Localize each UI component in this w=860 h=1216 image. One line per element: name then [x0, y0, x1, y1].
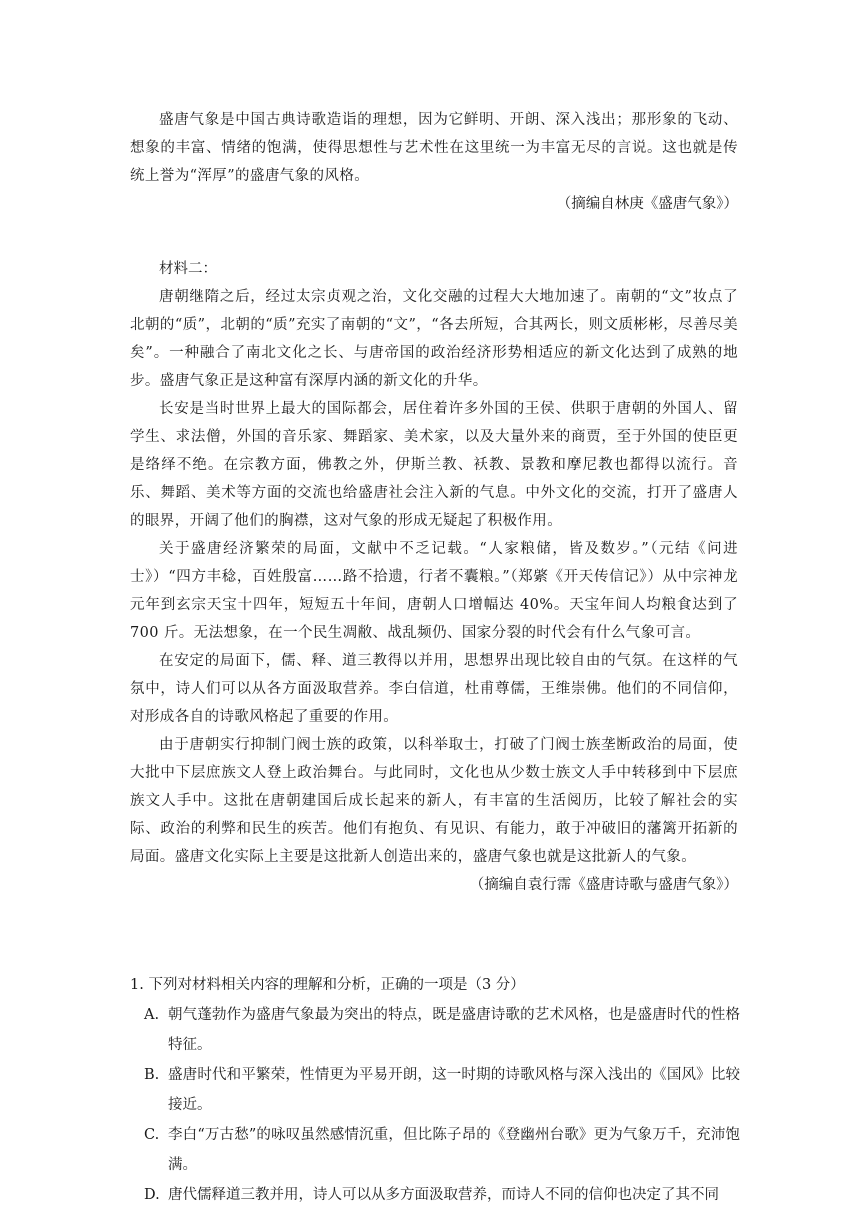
material-two-paragraph-5: 由于唐朝实行抑制门阀士族的政策，以科举取士，打破了门阀士族垄断政治的局面，使大批中下层庶族文人登上政治舞台。与此同时，文化也从少数士族文人手中转移到中下层庶族文人手中。这批在唐朝建国后成长起来的新人，有丰富的生活阅历，比较了解社会的实际、政治的利弊和民生的疾苦。他们有抱负、有见识、有能力，敢于冲破旧的藩篱开拓新的局面。盛唐文化实际上主要是这批新人创造出来的，盛唐气象也就是这批新人的气象。	[130, 737, 738, 865]
material-two-paragraph-4: 在安定的局面下，儒、释、道三教得以并用，思想界出现比较自由的气氛。在这样的气氛中，诗人们可以从各方面汲取营养。李白信道，杜甫尊儒，王维崇佛。他们的不同信仰，对形成各自的诗歌风格起了重要的作用。	[130, 653, 738, 725]
option-c-letter: C.	[144, 1127, 160, 1143]
option-a-text: 朝气蓬勃作为盛唐气象最为突出的特点，既是盛唐诗歌的艺术风格，也是盛唐时代的性格特征。	[168, 1007, 740, 1053]
option-b-letter: B.	[144, 1067, 160, 1083]
material-two-source: （摘编自袁行霈《盛唐诗歌与盛唐气象》）	[469, 877, 738, 893]
option-d	[130, 1180, 740, 1210]
option-b-text: 盛唐时代和平繁荣，性情更为平易开朗，这一时期的诗歌风格与深入浅出的《国风》比较接近。	[168, 1067, 740, 1113]
option-c	[130, 1120, 740, 1180]
option-a	[130, 1000, 740, 1060]
material-one-source: （摘编自林庚《盛唐气象》）	[556, 196, 738, 212]
material-two-paragraph-1: 唐朝继隋之后，经过太宗贞观之治，文化交融的过程大大地加速了。南朝的“文”妆点了北朝的“质”，北朝的“质”充实了南朝的“文”，“各去所短，合其两长，则文质彬彬，尽善尽美矣”。一种融合了南北文化之长、与唐帝国的政治经济形势相适应的新文化达到了成熟的地步。盛唐气象正是这种富有深厚内涵的新文化的升华。	[130, 289, 738, 389]
option-b	[130, 1060, 740, 1120]
question-stem: 1. 下列对材料相关内容的理解和分析，正确的一项是（3 分）	[130, 977, 525, 993]
question-one	[130, 970, 740, 1210]
option-a-letter: A.	[144, 1007, 160, 1023]
option-d-letter: D.	[144, 1187, 160, 1203]
material-one	[130, 106, 738, 218]
material-two-paragraph-2: 长安是当时世界上最大的国际都会，居住着许多外国的王侯、供职于唐朝的外国人、留学生、求法僧，外国的音乐家、舞蹈家、美术家，以及大量外来的商贾，至于外国的使臣更是络绎不绝。在宗教方面，佛教之外，伊斯兰教、袄教、景教和摩尼教也都得以流行。音乐、舞蹈、美术等方面的交流也给盛唐社会注入新的气息。中外文化的交流，打开了盛唐人的眼界，开阔了他们的胸襟，这对气象的形成无疑起了积极作用。	[130, 401, 738, 529]
material-two-paragraph-3: 关于盛唐经济繁荣的局面，文献中不乏记载。“人家粮储，皆及数岁。”（元结《问进士》）“四方丰稔，百姓殷富……路不拾遗，行者不囊粮。”（郑綮《开天传信记》）从中宗神龙元年到玄宗天宝十四年，短短五十年间，唐朝人口增幅达 40%。天宝年间人均粮食达到了 700 斤。无法想象，在一个民生凋敝、战乱频仍、国家分裂的时代会有什么气象可言。	[130, 541, 738, 641]
material-two-label: 材料二：	[159, 261, 217, 277]
option-c-text: 李白“万古愁”的咏叹虽然感情沉重，但比陈子昂的《登幽州台歌》更为气象万千，充沛饱满。	[168, 1127, 740, 1173]
material-one-paragraph-1: 盛唐气象是中国古典诗歌造诣的理想，因为它鲜明、开朗、深入浅出；那形象的飞动、想象的丰富、情绪的饱满，使得思想性与艺术性在这里统一为丰富无尽的言说。这也就是传统上誉为“浑厚”的盛唐气象的风格。	[130, 112, 738, 184]
material-two	[130, 255, 738, 899]
option-d-text: 唐代儒释道三教并用，诗人可以从多方面汲取营养，而诗人不同的信仰也决定了其不同	[168, 1187, 719, 1203]
